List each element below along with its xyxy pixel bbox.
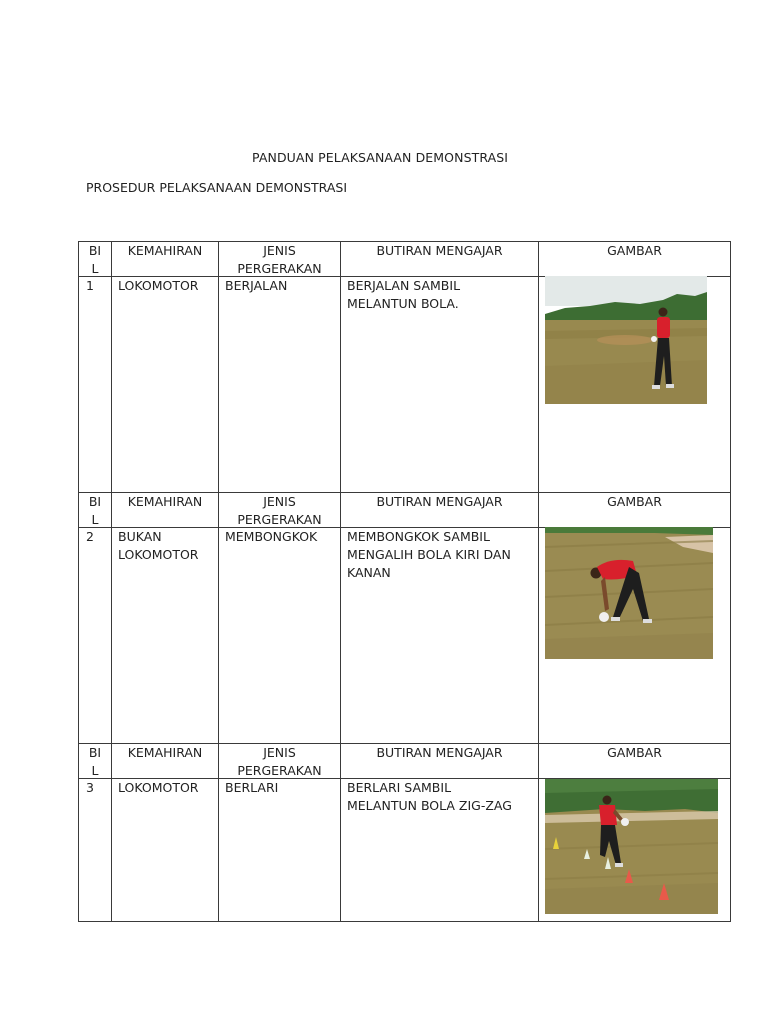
header-kemahiran: KEMAHIRAN bbox=[127, 243, 203, 258]
header-jenis-pergerakan: JENIS PERGERAKAN bbox=[237, 243, 322, 276]
cell-bil: 3 bbox=[86, 780, 94, 795]
header-butiran-mengajar: BUTIRAN MENGAJAR bbox=[376, 745, 503, 760]
cell-kemahiran: BUKAN LOKOMOTOR bbox=[118, 529, 199, 562]
header-gambar: GAMBAR bbox=[607, 494, 662, 509]
cell-butiran-mengajar: BERLARI SAMBIL MELANTUN BOLA ZIG-ZAG bbox=[347, 780, 512, 813]
header-butiran-mengajar: BUTIRAN MENGAJAR bbox=[376, 494, 503, 509]
header-butiran-mengajar: BUTIRAN MENGAJAR bbox=[376, 243, 503, 258]
photo-running-zigzag-cones bbox=[545, 779, 718, 914]
document-title: PANDUAN PELAKSANAAN DEMONSTRASI bbox=[252, 150, 509, 165]
header-kemahiran: KEMAHIRAN bbox=[127, 494, 203, 509]
cell-bil: 1 bbox=[86, 278, 94, 293]
header-bil: BI L bbox=[88, 494, 102, 527]
header-bil: BI L bbox=[88, 243, 102, 276]
document-subtitle: PROSEDUR PELAKSANAAN DEMONSTRASI bbox=[86, 180, 348, 195]
cell-kemahiran: LOKOMOTOR bbox=[118, 780, 199, 795]
cell-jenis-pergerakan: BERJALAN bbox=[225, 278, 288, 293]
cell-bil: 2 bbox=[86, 529, 94, 544]
cell-butiran-mengajar: MEMBONGKOK SAMBIL MENGALIH BOLA KIRI DAN KANAN bbox=[347, 529, 511, 580]
cell-butiran-mengajar: BERJALAN SAMBIL MELANTUN BOLA. bbox=[347, 278, 461, 311]
cell-kemahiran: LOKOMOTOR bbox=[118, 278, 199, 293]
header-gambar: GAMBAR bbox=[607, 745, 662, 760]
cell-jenis-pergerakan: BERLARI bbox=[225, 780, 279, 795]
header-kemahiran: KEMAHIRAN bbox=[127, 745, 203, 760]
cell-jenis-pergerakan: MEMBONGKOK bbox=[225, 529, 318, 544]
header-bil: BI L bbox=[88, 745, 102, 778]
photo-bending-moving-ball bbox=[545, 527, 713, 659]
header-jenis-pergerakan: JENIS PERGERAKAN bbox=[237, 494, 322, 527]
photo-walking-bouncing-ball bbox=[545, 276, 707, 404]
header-jenis-pergerakan: JENIS PERGERAKAN bbox=[237, 745, 322, 778]
header-gambar: GAMBAR bbox=[607, 243, 662, 258]
